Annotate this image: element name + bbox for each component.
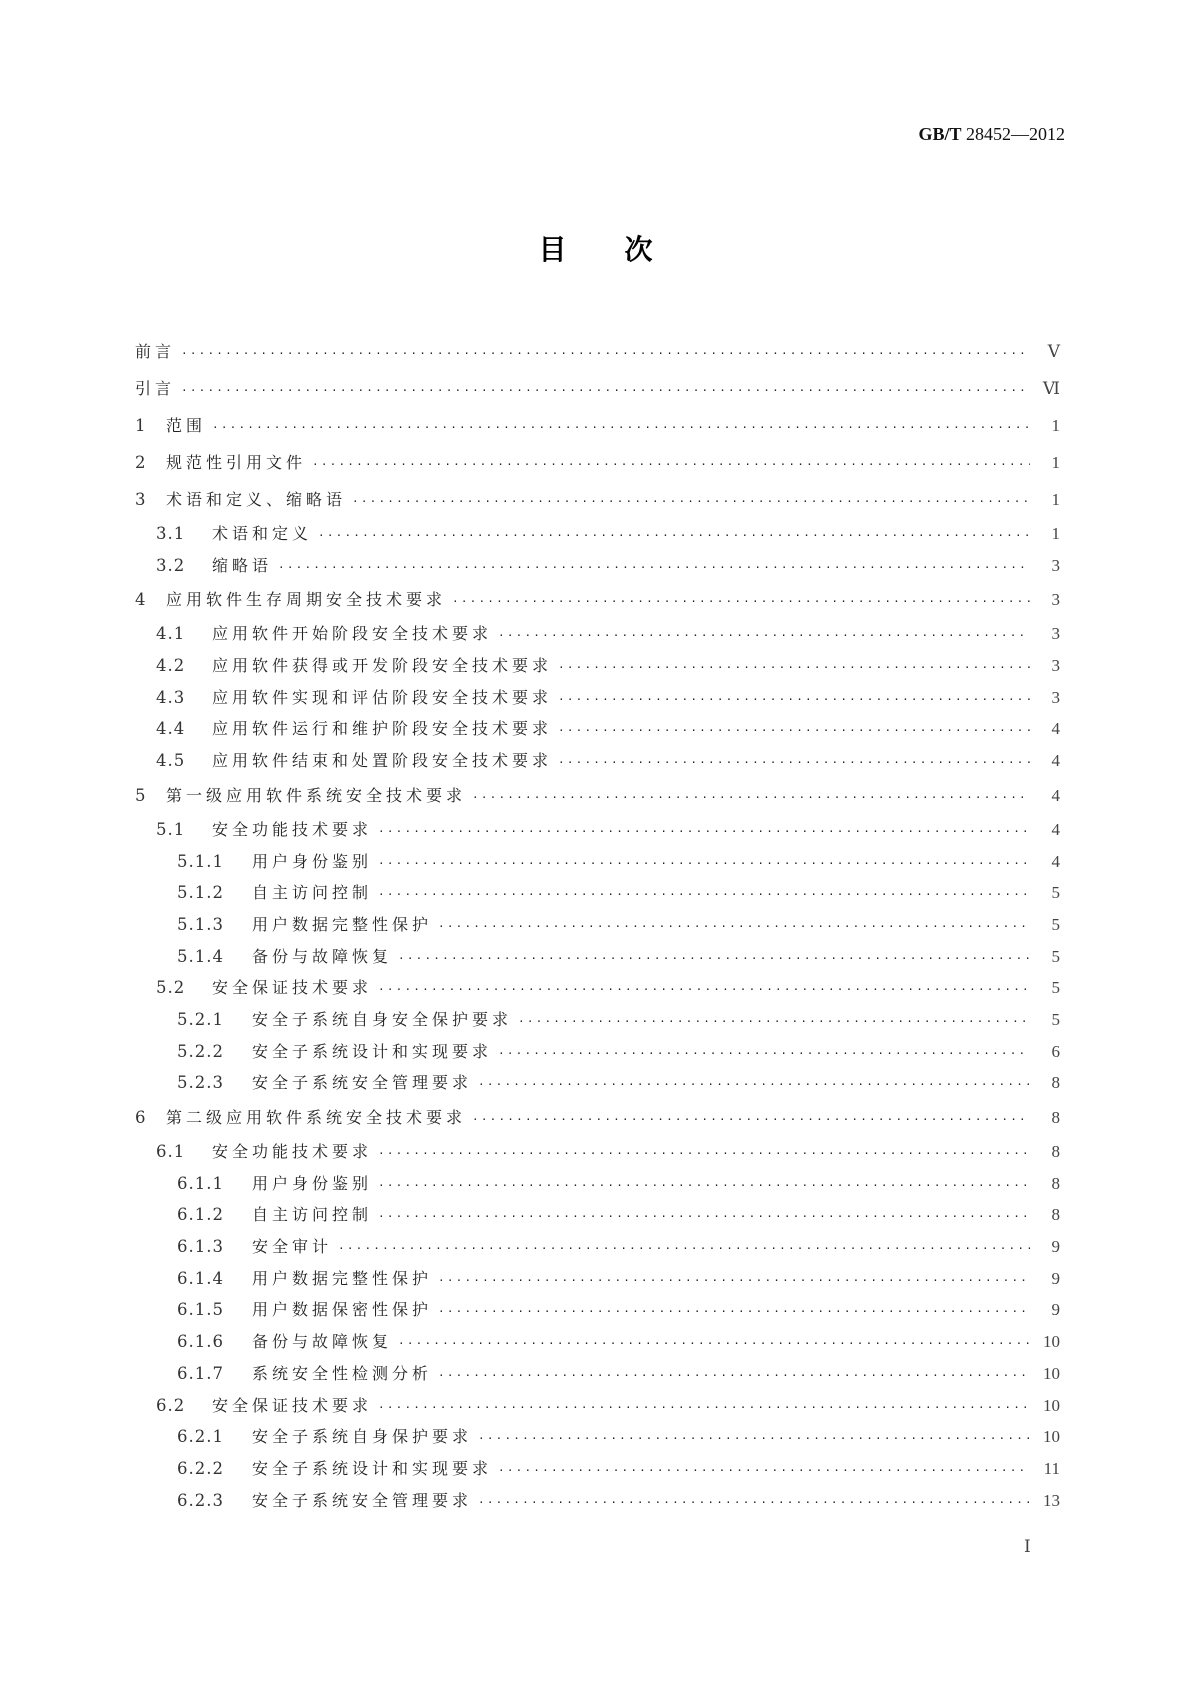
dot-leader [478,1487,1030,1519]
toc-entry-number: 3 [135,490,147,509]
toc-entry-number: 1 [135,416,147,435]
toc-entry-page[interactable]: 1 [1051,524,1060,543]
toc-entry-number: 6.1.2 [177,1205,224,1225]
toc-entry-number: 5.2 [156,978,186,998]
page-title-char-1: 目 [538,233,567,266]
toc-entry-title[interactable]: 自主访问控制 [252,883,373,903]
toc-entry[interactable] [135,407,1060,444]
standard-prefix: GB/T [918,124,962,144]
toc-entry[interactable] [135,1004,1060,1036]
toc-entry[interactable] [135,1485,1060,1517]
dot-leader [318,520,1030,552]
toc-entry-number: 5.1.3 [177,914,224,934]
toc-entry-title[interactable]: 自主访问控制 [252,1205,373,1225]
dot-leader [378,879,1030,911]
toc-entry[interactable] [135,444,1060,481]
toc-entry-number: 6.1.3 [177,1237,224,1257]
toc-entry-page[interactable]: 1 [1051,416,1060,435]
dot-leader [398,943,1030,975]
dot-leader [378,848,1030,880]
toc-entry-title[interactable]: 备份与故障恢复 [252,1332,393,1352]
dot-leader [472,779,1030,816]
toc-entry-number: 6.1.7 [177,1363,224,1383]
toc-entry-number: 4.1 [156,624,186,644]
toc-entry-title[interactable]: 备份与故障恢复 [252,946,393,966]
dot-leader [478,1423,1030,1455]
toc-entry-page[interactable]: Ⅵ [1042,379,1060,398]
toc-entry-page[interactable]: 4 [1051,851,1060,871]
toc-entry-title[interactable]: 安全保证技术要求 [212,978,373,998]
toc-entry-page[interactable]: 5 [1051,1009,1060,1029]
toc-entry-page[interactable]: 3 [1051,656,1060,676]
toc-entry[interactable] [135,713,1060,745]
toc-entry[interactable] [135,846,1060,878]
toc-entry-page[interactable]: 1 [1051,453,1060,472]
toc-entry-title[interactable]: 安全子系统安全管理要求 [252,1490,473,1510]
toc-entry-title[interactable]: 应用软件获得或开发阶段安全技术要求 [212,656,553,676]
toc-entry-number: 5.1 [156,819,186,839]
dot-leader [278,552,1030,584]
page-title-char-2: 次 [624,233,653,266]
toc-entry-number: 5.1.1 [177,851,224,871]
dot-leader [212,409,1030,446]
toc-entry[interactable] [135,481,1060,518]
table-of-contents [135,333,1060,1516]
toc-entry[interactable] [135,1358,1060,1390]
toc-entry-title[interactable]: 范围 [166,416,207,435]
toc-entry-page[interactable]: 8 [1051,1142,1060,1161]
standard-number: 28452—2012 [966,124,1065,144]
toc-entry[interactable] [135,1136,1060,1168]
toc-entry-number: 6.1.5 [177,1300,224,1320]
toc-entry-page[interactable]: 4 [1051,819,1060,839]
toc-entry[interactable] [135,1263,1060,1295]
dot-leader [378,816,1030,848]
dot-leader [312,446,1030,483]
toc-entry-title[interactable]: 用户数据保密性保护 [252,1300,433,1320]
dot-leader [378,974,1030,1006]
toc-entry-number: 4.5 [156,751,186,771]
toc-entry[interactable] [135,1231,1060,1263]
dot-leader [438,1296,1030,1328]
toc-entry-page[interactable]: 10 [1043,1427,1060,1447]
toc-entry[interactable] [135,1453,1060,1485]
toc-entry-number: 6.1 [156,1142,186,1161]
toc-entry-number: 2 [135,453,147,472]
dot-leader [181,335,1030,372]
toc-entry-number: 5.1.4 [177,946,224,966]
dot-leader [378,1201,1030,1233]
toc-entry-page[interactable]: 10 [1043,1395,1060,1415]
toc-entry-number: 6.1.4 [177,1268,224,1288]
toc-entry-page[interactable]: Ⅴ [1047,342,1060,361]
toc-entry-number: 5 [135,785,147,805]
toc-entry-page[interactable]: 10 [1043,1363,1060,1383]
toc-entry-page[interactable]: 4 [1051,751,1060,771]
toc-entry-title[interactable]: 安全子系统安全管理要求 [252,1073,473,1093]
toc-entry-number: 6.2.3 [177,1490,224,1510]
toc-entry-page[interactable]: 9 [1051,1237,1060,1257]
dot-leader [438,1265,1030,1297]
toc-entry[interactable] [135,682,1060,714]
toc-entry[interactable] [135,1294,1060,1326]
dot-leader [438,911,1030,943]
toc-entry[interactable] [135,550,1060,582]
toc-entry-number: 5.2.1 [177,1009,224,1029]
toc-entry-page[interactable]: 3 [1051,687,1060,707]
toc-entry-page[interactable]: 6 [1051,1041,1060,1061]
toc-entry-number: 3.2 [156,555,186,575]
toc-entry[interactable] [135,518,1060,550]
toc-entry[interactable] [135,650,1060,682]
toc-entry-page[interactable]: 3 [1051,624,1060,644]
toc-entry[interactable] [135,777,1060,814]
toc-entry-title[interactable]: 用户身份鉴别 [252,851,373,871]
toc-entry[interactable] [135,581,1060,618]
toc-entry-number: 4.2 [156,656,186,676]
toc-entry-page[interactable]: 9 [1051,1300,1060,1320]
toc-entry[interactable] [135,814,1060,846]
toc-entry-number: 3.1 [156,524,186,543]
toc-entry-page[interactable]: 5 [1051,883,1060,903]
toc-entry[interactable] [135,1067,1060,1099]
toc-entry[interactable] [135,1168,1060,1200]
toc-entry-title[interactable]: 安全保证技术要求 [212,1395,373,1415]
toc-entry-number: 4.4 [156,719,186,739]
toc-entry-title[interactable]: 安全审计 [252,1237,333,1257]
dot-leader [438,1360,1030,1392]
toc-entry-page[interactable]: 1 [1051,490,1060,509]
toc-entry-number: 6.2.2 [177,1458,224,1478]
toc-entry-page[interactable]: 3 [1051,555,1060,575]
toc-entry-title[interactable]: 术语和定义 [212,524,313,543]
toc-entry[interactable] [135,745,1060,777]
toc-entry-number: 6.2.1 [177,1427,224,1447]
toc-entry-title[interactable]: 安全子系统设计和实现要求 [252,1041,493,1061]
dot-leader [398,1328,1030,1360]
toc-entry-page[interactable]: 9 [1051,1268,1060,1288]
toc-entry[interactable] [135,1421,1060,1453]
dot-leader [518,1006,1030,1038]
dot-leader [498,620,1030,652]
toc-entry-number: 5.2.2 [177,1041,224,1061]
toc-entry-title[interactable]: 应用软件运行和维护阶段安全技术要求 [212,719,553,739]
toc-entry-page[interactable]: 5 [1051,914,1060,934]
toc-entry[interactable] [135,618,1060,650]
toc-entry[interactable] [135,1326,1060,1358]
toc-entry-title[interactable]: 应用软件结束和处置阶段安全技术要求 [212,751,553,771]
toc-entry-page[interactable]: 5 [1051,946,1060,966]
toc-entry-number: 6 [135,1108,147,1127]
toc-entry[interactable] [135,1199,1060,1231]
toc-entry-title[interactable]: 前言 [135,342,176,361]
dot-leader [478,1069,1030,1101]
toc-entry-title[interactable]: 安全子系统自身安全保护要求 [252,1009,513,1029]
dot-leader [338,1233,1030,1265]
toc-entry-number: 6.1.6 [177,1332,224,1352]
toc-entry[interactable] [135,909,1060,941]
dot-leader [452,583,1030,620]
toc-entry-title[interactable]: 术语和定义、缩略语 [166,490,347,509]
dot-leader [472,1101,1030,1138]
toc-entry-title[interactable]: 安全子系统自身保护要求 [252,1427,473,1447]
toc-entry[interactable] [135,1099,1060,1136]
toc-entry-title[interactable]: 应用软件实现和评估阶段安全技术要求 [212,687,553,707]
toc-entry-page[interactable]: 10 [1043,1332,1060,1352]
toc-entry-title[interactable]: 用户数据完整性保护 [252,914,433,934]
toc-entry-title[interactable]: 系统安全性检测分析 [252,1363,433,1383]
toc-entry-number: 5.2.3 [177,1073,224,1093]
dot-leader [498,1038,1030,1070]
toc-entry-title[interactable]: 安全子系统设计和实现要求 [252,1458,493,1478]
dot-leader [378,1392,1030,1424]
toc-entry-title[interactable]: 应用软件开始阶段安全技术要求 [212,624,493,644]
dot-leader [181,372,1030,409]
dot-leader [558,747,1030,779]
dot-leader [558,715,1030,747]
toc-entry-page[interactable]: 13 [1043,1490,1060,1510]
toc-entry-title[interactable]: 缩略语 [212,555,273,575]
toc-entry-page[interactable]: 4 [1051,785,1060,805]
toc-entry[interactable] [135,877,1060,909]
toc-entry-title[interactable]: 安全功能技术要求 [212,1142,373,1161]
toc-entry-page[interactable]: 3 [1051,590,1060,610]
toc-entry-title[interactable]: 用户身份鉴别 [252,1173,373,1193]
toc-entry[interactable] [135,1390,1060,1422]
toc-entry-number: 4 [135,590,147,610]
toc-entry-title[interactable]: 应用软件生存周期安全技术要求 [166,590,447,610]
dot-leader [352,483,1030,520]
dot-leader [558,684,1030,716]
toc-entry[interactable] [135,1036,1060,1068]
toc-entry-title[interactable]: 第一级应用软件系统安全技术要求 [166,785,467,805]
toc-entry[interactable] [135,972,1060,1004]
page-title [0,228,1191,268]
toc-entry-page[interactable]: 11 [1043,1458,1060,1478]
dot-leader [378,1170,1030,1202]
dot-leader [558,652,1030,684]
footer-page-number: Ⅰ [1024,1537,1031,1556]
standard-code-header [918,124,1065,145]
toc-entry-number: 5.1.2 [177,883,224,903]
toc-entry-page[interactable]: 8 [1051,1205,1060,1225]
toc-entry-number: 6.1.1 [177,1173,224,1193]
toc-entry-page[interactable]: 8 [1051,1073,1060,1093]
toc-entry-title[interactable]: 安全功能技术要求 [212,819,373,839]
toc-entry[interactable] [135,941,1060,973]
dot-leader [378,1138,1030,1170]
toc-entry-number: 6.2 [156,1395,186,1415]
toc-entry-title[interactable]: 用户数据完整性保护 [252,1268,433,1288]
dot-leader [498,1455,1030,1487]
toc-entry-page[interactable]: 4 [1051,719,1060,739]
toc-entry-title[interactable]: 规范性引用文件 [166,453,307,472]
toc-entry-page[interactable]: 5 [1051,978,1060,998]
toc-entry-page[interactable]: 8 [1051,1108,1060,1127]
toc-entry[interactable] [135,370,1060,407]
toc-entry[interactable] [135,333,1060,370]
toc-entry-number: 4.3 [156,687,186,707]
toc-entry-title[interactable]: 第二级应用软件系统安全技术要求 [166,1108,467,1127]
toc-entry-title[interactable]: 引言 [135,379,176,398]
toc-entry-page[interactable]: 8 [1051,1173,1060,1193]
